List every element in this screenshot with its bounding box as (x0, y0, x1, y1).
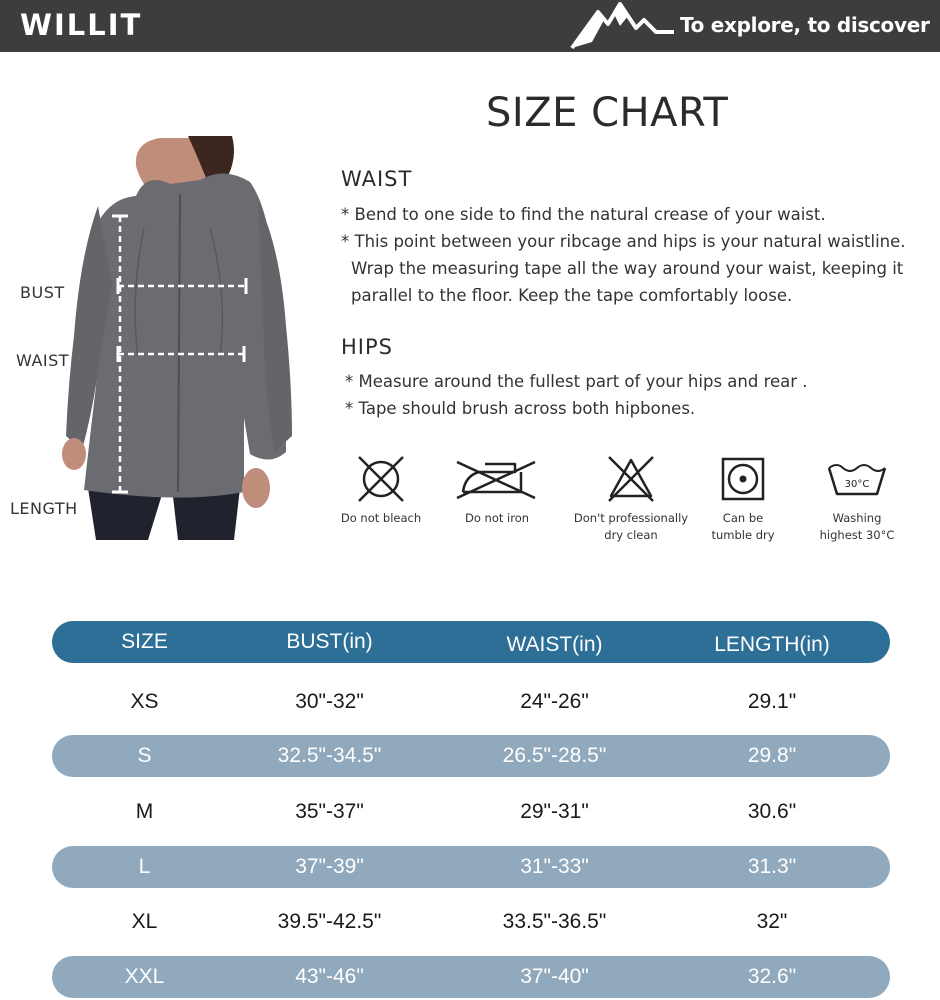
waist-heading: WAIST (341, 167, 413, 191)
table-row (52, 681, 890, 723)
care-item-no-bleach (321, 454, 441, 527)
waist-line: parallel to the floor. Keep the tape comfortably loose. (351, 286, 793, 305)
care-item-tumble-dry (683, 454, 803, 544)
care-label: Do not iron (464, 511, 530, 525)
brand-logo: WILLIT (20, 8, 143, 42)
length-cell: 31.3" (747, 855, 797, 878)
bust-cell: 35"-37" (295, 800, 364, 823)
page-title: SIZE CHART (486, 90, 729, 136)
waist-cell: 37"-40" (520, 965, 589, 988)
care-label: Do not bleach (340, 511, 422, 525)
waist-line: * Bend to one side to find the natural crease of your waist. (341, 205, 826, 224)
hips-line: * Tape should brush across both hipbones. (345, 399, 696, 418)
table-row (52, 846, 890, 888)
care-label: Washing (832, 511, 882, 525)
bust-cell: 43"-46" (295, 965, 364, 988)
size-cell: XS (130, 690, 159, 713)
header-bust: BUST(in) (286, 630, 373, 653)
no-iron-icon (455, 454, 539, 504)
waist-line: Wrap the measuring tape all the way around your waist, keeping it (351, 259, 904, 278)
waist-cell: 29"-31" (520, 800, 589, 823)
slogan: To explore, to discover (680, 13, 930, 37)
wash-temp-text: 30°C (844, 479, 870, 490)
table-row (52, 791, 890, 833)
size-cell: XL (131, 910, 158, 933)
no-dry-clean-icon (605, 454, 657, 504)
tumble-dry-icon (717, 454, 769, 504)
care-label: tumble dry (711, 528, 775, 542)
model-photo (60, 136, 300, 540)
table-header (52, 621, 890, 663)
size-cell: L (138, 855, 151, 878)
length-cell: 32" (756, 910, 788, 933)
care-label: Can be (722, 511, 764, 525)
header-waist: WAIST(in) (506, 633, 603, 656)
waist-cell: 26.5"-28.5" (502, 744, 607, 767)
size-cell: M (135, 800, 154, 823)
bust-label: BUST (20, 283, 65, 302)
care-item-no-iron (437, 454, 557, 527)
table-row (52, 735, 890, 777)
bust-cell: 37"-39" (295, 855, 364, 878)
waist-cell: 33.5"-36.5" (502, 910, 607, 933)
table-row (52, 956, 890, 998)
care-label: Don't professionally (573, 511, 689, 525)
no-bleach-icon (355, 454, 407, 504)
hips-line: * Measure around the fullest part of your hips and rear . (345, 372, 808, 391)
care-label: dry clean (604, 528, 658, 542)
length-cell: 32.6" (747, 965, 797, 988)
length-cell: 30.6" (747, 800, 797, 823)
waist-cell: 31"-33" (520, 855, 589, 878)
header-bar (0, 0, 940, 52)
wash-30-icon (825, 454, 889, 504)
care-item-no-dry-clean (571, 454, 691, 544)
bust-cell: 30"-32" (295, 690, 364, 713)
care-label: highest 30°C (819, 528, 895, 542)
length-cell: 29.1" (747, 690, 797, 713)
hips-heading: HIPS (341, 335, 393, 359)
length-cell: 29.8" (747, 744, 797, 767)
care-item-wash-30 (797, 454, 917, 544)
waist-label: WAIST (16, 351, 70, 370)
bust-cell: 32.5"-34.5" (277, 744, 382, 767)
mountain-logo-icon (570, 2, 676, 50)
header-length: LENGTH(in) (714, 633, 830, 656)
table-row (52, 901, 890, 943)
length-label: LENGTH (10, 499, 78, 518)
size-cell: S (137, 744, 152, 767)
bust-cell: 39.5"-42.5" (277, 910, 382, 933)
waist-line: * This point between your ribcage and hips is your natural waistline. (341, 232, 906, 251)
waist-cell: 24"-26" (520, 690, 589, 713)
header-size: SIZE (121, 630, 168, 653)
size-cell: XXL (124, 965, 165, 988)
